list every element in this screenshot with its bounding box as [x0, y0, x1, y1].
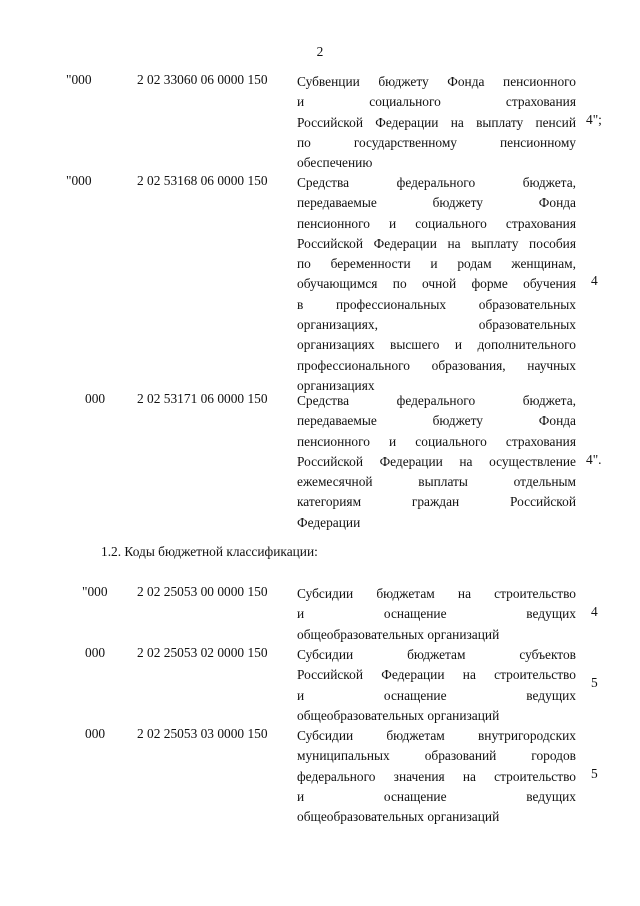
description-line: Субсидии бюджетам внутригородских	[297, 728, 576, 743]
description-line: общеобразовательных организаций	[297, 809, 500, 825]
description-line: категориям граждан Российской	[297, 494, 576, 510]
code-prefix: 000	[85, 726, 106, 741]
row-description	[297, 584, 576, 645]
description-line: общеобразовательных организаций	[297, 707, 500, 723]
kbk-code: 2 02 53168 06 0000 150	[137, 173, 268, 188]
description-line: передаваемые бюджету Фонда	[297, 413, 576, 429]
row-description	[297, 645, 576, 726]
kbk-code: 2 02 33060 06 0000 150	[137, 72, 268, 87]
description-line: Субсидии бюджетам субъектов	[297, 647, 576, 662]
description-line: по государственному пенсионному	[297, 134, 576, 150]
row-suffix: 4";	[586, 112, 602, 127]
description-line: по беременности и родам женщинам,	[297, 256, 576, 272]
description-line: организациях	[297, 377, 375, 393]
description-line: пенсионного и социального страхования	[297, 433, 576, 449]
description-line: Субвенции бюджету Фонда пенсионного	[297, 74, 576, 89]
page-number: 2	[316, 44, 324, 59]
description-line: Средства федерального бюджета,	[297, 175, 576, 190]
description-line: передаваемые бюджету Фонда	[297, 195, 576, 211]
row-description	[297, 72, 576, 173]
description-line: Российской Федерации на осуществление	[297, 453, 576, 469]
code-prefix: 000	[85, 391, 106, 406]
kbk-code: 2 02 25053 00 0000 150	[137, 584, 268, 599]
description-line: Субсидии бюджетам на строительство	[297, 586, 576, 601]
row-suffix: 5	[591, 675, 598, 690]
description-line: общеобразовательных организаций	[297, 626, 500, 642]
description-line: Федерации	[297, 514, 361, 530]
code-prefix: "000	[66, 72, 92, 87]
description-line: Российской Федерации на строительство	[297, 667, 576, 683]
description-line: организациях высшего и дополнительного	[297, 337, 576, 353]
kbk-code: 2 02 53171 06 0000 150	[137, 391, 268, 406]
row-description	[297, 726, 576, 827]
description-line: Российской Федерации на выплату пособия	[297, 235, 576, 251]
row-suffix: 4	[591, 273, 598, 288]
description-line: пенсионного и социального страхования	[297, 215, 576, 231]
kbk-code: 2 02 25053 02 0000 150	[137, 645, 268, 660]
row-description	[297, 391, 576, 533]
description-line: Средства федерального бюджета,	[297, 393, 576, 408]
description-line: обеспечению	[297, 155, 373, 171]
row-description	[297, 173, 576, 396]
description-line: обучающимся по очной форме обучения	[297, 276, 576, 292]
row-suffix: 5	[591, 766, 598, 781]
description-line: федерального значения на строительство	[297, 768, 576, 784]
code-prefix: "000	[66, 173, 92, 188]
row-suffix: 4".	[586, 452, 602, 467]
description-line: ежемесячной выплаты отдельным	[297, 474, 576, 490]
description-line: в профессиональных образовательных	[297, 296, 576, 312]
description-line: муниципальных образований городов	[297, 748, 576, 764]
description-line: и оснащение ведущих	[297, 788, 576, 804]
description-line: профессионального образования, научных	[297, 357, 576, 373]
kbk-code: 2 02 25053 03 0000 150	[137, 726, 268, 741]
section-heading: 1.2. Коды бюджетной классификации:	[101, 544, 318, 559]
description-line: и оснащение ведущих	[297, 606, 576, 622]
description-line: организациях, образовательных	[297, 317, 576, 333]
description-line: Российской Федерации на выплату пенсий	[297, 114, 576, 130]
code-prefix: 000	[85, 645, 106, 660]
row-suffix: 4	[591, 604, 598, 619]
description-line: и социального страхования	[297, 94, 576, 110]
description-line: и оснащение ведущих	[297, 687, 576, 703]
code-prefix: "000	[82, 584, 108, 599]
